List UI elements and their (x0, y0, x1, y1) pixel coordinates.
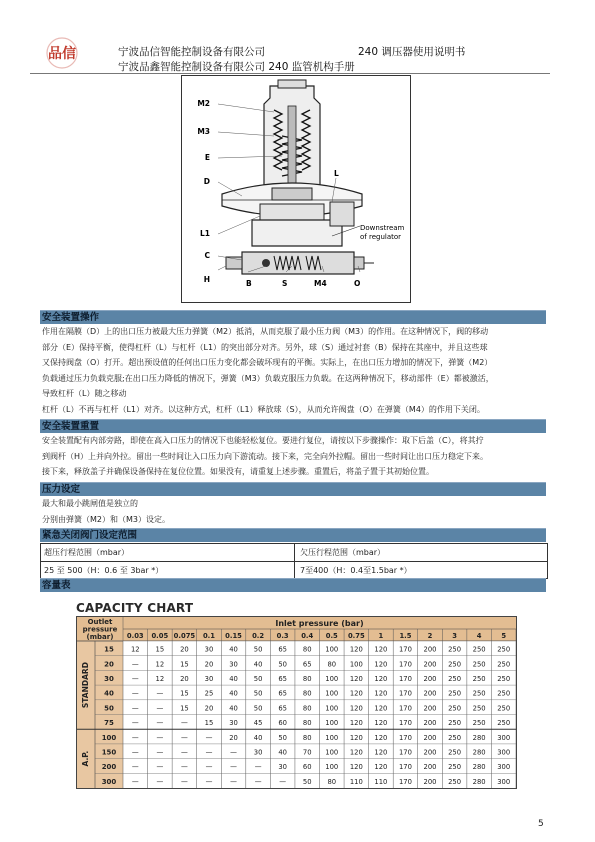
capacity-cell: 120 (349, 733, 363, 742)
capacity-cell: 250 (448, 763, 462, 772)
capacity-cell: 120 (374, 689, 388, 698)
capacity-cell: 170 (398, 645, 412, 654)
regulator-diagram (181, 75, 411, 303)
capacity-cell: 12 (155, 660, 165, 669)
capacity-cell: 40 (229, 689, 238, 698)
label-h: H (203, 275, 210, 284)
outlet-pressure-value: 200 (101, 763, 117, 772)
capacity-cell: 40 (278, 748, 287, 757)
inlet-column-header: 2 (427, 632, 433, 640)
section-bar-safety-reset (40, 419, 546, 433)
capacity-cell: 250 (448, 704, 462, 713)
capacity-cell: 120 (374, 748, 388, 757)
outlet-pressure-value: 20 (104, 660, 114, 669)
capacity-cell: 200 (423, 777, 437, 786)
capacity-table (76, 616, 517, 789)
corner-header-line: (mbar) (86, 633, 114, 641)
capacity-cell: 30 (229, 660, 238, 669)
capacity-cell: — (131, 704, 139, 713)
label-c: C (204, 251, 210, 260)
capacity-cell: 250 (448, 674, 462, 683)
capacity-cell: 110 (349, 777, 363, 786)
outlet-pressure-value: 50 (104, 704, 114, 713)
capacity-cell: — (230, 748, 237, 757)
inlet-column-header: 0.075 (173, 632, 196, 640)
capacity-cell: 120 (374, 763, 388, 772)
capacity-cell: — (254, 777, 262, 786)
page-number: 5 (538, 819, 544, 829)
capacity-cell: 250 (448, 748, 462, 757)
capacity-cell: 250 (497, 645, 511, 654)
capacity-cell: 250 (497, 674, 511, 683)
capacity-cell: 200 (423, 763, 437, 772)
capacity-cell: 280 (472, 748, 486, 757)
inlet-column-header: 1.5 (399, 632, 412, 640)
inlet-column-header: 4 (476, 632, 482, 640)
capacity-cell: 50 (278, 660, 287, 669)
capacity-cell: 30 (204, 674, 214, 683)
group-label: A.P. (81, 750, 90, 767)
capacity-cell: — (156, 704, 164, 713)
paragraph-line: 导致杠杆（L）随之移动 (42, 389, 127, 398)
section-bar-capacity (40, 578, 546, 592)
capacity-cell: 100 (325, 763, 339, 772)
capacity-cell: — (279, 777, 287, 786)
capacity-cell: 100 (325, 704, 339, 713)
capacity-cell: 200 (423, 704, 437, 713)
capacity-cell: — (131, 719, 139, 728)
capacity-cell: 40 (253, 733, 263, 742)
paragraph-line: 负载通过压力负载克服;在出口压力降低的情况下，弹簧（M3）负载克服压力负载。在这两种情况下，移动部件（E）都被激活， (42, 373, 494, 383)
capacity-cell: 12 (155, 674, 165, 683)
overpressure-value: 25 至 500（H：0.6 至 3bar *） (44, 566, 164, 575)
capacity-cell: 80 (302, 689, 312, 698)
capacity-cell: 40 (229, 645, 238, 654)
paragraph-safety-reset (42, 433, 546, 480)
capacity-cell: 120 (349, 674, 363, 683)
shutoff-range-table (40, 543, 548, 579)
paragraph-line: 安全装置配有内部旁路，即使在高入口压力的情况下也能轻松复位。要进行复位，请按以下步骤操作：取下后盖（C），将其拧 (42, 436, 484, 445)
capacity-cell: 250 (448, 689, 462, 698)
capacity-cell: 80 (327, 777, 337, 786)
capacity-cell: 200 (423, 748, 437, 757)
capacity-cell: 280 (472, 763, 486, 772)
capacity-cell: 20 (204, 704, 214, 713)
capacity-cell: — (254, 763, 262, 772)
capacity-cell: 120 (349, 748, 363, 757)
capacity-cell: — (156, 733, 164, 742)
capacity-cell: 110 (374, 777, 388, 786)
capacity-cell: 100 (325, 719, 339, 728)
capacity-cell: — (131, 748, 139, 757)
capacity-cell: 100 (349, 660, 363, 669)
label-s: S (282, 279, 288, 288)
corner-header-line: Outlet (87, 618, 113, 626)
inlet-column-header: 0.3 (276, 632, 289, 640)
capacity-cell: 170 (398, 777, 412, 786)
label-b: B (246, 279, 252, 288)
capacity-cell: 40 (229, 704, 238, 713)
capacity-cell: 15 (180, 660, 189, 669)
inlet-column-header: 0.15 (225, 632, 242, 640)
capacity-cell: — (156, 763, 164, 772)
section-bar-pressure-setting (40, 482, 546, 496)
outlet-pressure-value: 40 (104, 689, 114, 698)
header-divider (30, 73, 550, 74)
capacity-cell: 25 (204, 689, 214, 698)
capacity-cell: 300 (497, 763, 511, 772)
capacity-cell: 250 (497, 719, 511, 728)
capacity-cell: 80 (302, 733, 312, 742)
label-l: L (334, 169, 339, 178)
label-o: O (354, 279, 361, 288)
inlet-column-header: 0.1 (202, 632, 215, 640)
capacity-cell: 250 (497, 689, 511, 698)
inlet-column-header: 0.75 (347, 632, 365, 640)
capacity-cell: 20 (229, 733, 238, 742)
capacity-cell: 250 (472, 689, 486, 698)
capacity-cell: 170 (398, 733, 412, 742)
capacity-cell: 100 (325, 733, 339, 742)
inlet-column-header: 0.5 (325, 632, 338, 640)
capacity-cell: 20 (180, 674, 189, 683)
capacity-cell: — (181, 748, 188, 757)
capacity-cell: 200 (423, 645, 437, 654)
capacity-cell: 120 (349, 719, 363, 728)
capacity-cell: 80 (302, 719, 312, 728)
capacity-cell: 250 (472, 660, 486, 669)
capacity-cell: — (181, 777, 188, 786)
capacity-cell: — (131, 660, 139, 669)
paragraph-line: 接下来，释放盖子并确保设备保持在复位位置。如果没有，请重复上述步骤。重置后，将盖子置于其初始位置。 (42, 467, 434, 476)
capacity-cell: 80 (302, 704, 312, 713)
outlet-pressure-value: 30 (104, 674, 114, 683)
capacity-cell: 250 (472, 674, 486, 683)
capacity-cell: 280 (472, 777, 486, 786)
capacity-chart-title: CAPACITY CHART (76, 601, 194, 615)
capacity-cell: 250 (448, 719, 462, 728)
capacity-cell: 200 (423, 719, 437, 728)
paragraph-line: 到阀杆（H）上并向外拉。留出一些时间让入口压力向下游流动。接下来，完全向外拉帽。留出一些时间让出口压力稳定下来。 (42, 451, 489, 461)
paragraph-line: 部分（E）保持平衡，使得杠杆（L）与杠杆（L1）的突出部分对齐。另外，球（S）通过衬套（B）保持在其座中，并且这些球 (42, 342, 488, 352)
capacity-cell: 120 (374, 660, 388, 669)
company-logo (42, 36, 82, 70)
capacity-cell: 20 (204, 660, 214, 669)
label-m3: M3 (197, 127, 210, 136)
capacity-cell: 120 (374, 704, 388, 713)
inlet-column-header: 0.03 (126, 632, 144, 640)
capacity-cell: — (205, 733, 213, 742)
document-title: 240 调压器使用说明书 (358, 46, 466, 58)
outlet-pressure-value: 15 (104, 645, 114, 654)
section-bar-shutoff-setting (40, 528, 546, 542)
capacity-cell: — (131, 674, 139, 683)
capacity-cell: 80 (327, 660, 337, 669)
capacity-cell: 170 (398, 660, 412, 669)
capacity-cell: 50 (253, 645, 263, 654)
capacity-cell: 170 (398, 674, 412, 683)
capacity-cell: 20 (180, 645, 189, 654)
capacity-cell: 65 (278, 689, 287, 698)
capacity-cell: 15 (155, 645, 165, 654)
company-name-2: 宁波品鑫智能控制设备有限公司 240 监管机构手册 (118, 61, 355, 73)
capacity-cell: 65 (302, 660, 312, 669)
capacity-cell: 250 (472, 704, 486, 713)
capacity-cell: — (230, 777, 237, 786)
capacity-cell: 170 (398, 719, 412, 728)
paragraph-line: 又保持阀盘（O）打开。超出预设值的任何出口压力变化都会破坏现有的平衡。实际上，在出口压力增加的情况下，弹簧（M2） (42, 358, 493, 367)
paragraph-line: 分别由弹簧（M2）和（M3）设定。 (42, 514, 170, 524)
capacity-cell: 170 (398, 748, 412, 757)
inlet-pressure-header: Inlet pressure (bar) (275, 619, 364, 628)
capacity-cell: 80 (302, 645, 312, 654)
capacity-cell: — (131, 763, 139, 772)
capacity-cell: — (156, 719, 164, 728)
inlet-column-header: 0.4 (301, 632, 314, 640)
capacity-cell: 65 (278, 645, 287, 654)
paragraph-pressure-setting (42, 496, 546, 527)
capacity-cell: 200 (423, 674, 437, 683)
section-title-safety-reset: 安全装置重置 (42, 421, 100, 432)
capacity-cell: — (205, 763, 213, 772)
capacity-cell: 100 (325, 645, 339, 654)
label-m4: M4 (314, 279, 327, 288)
capacity-cell: 250 (448, 733, 462, 742)
label-d: D (203, 177, 210, 186)
capacity-cell: — (156, 689, 164, 698)
capacity-cell: — (131, 689, 139, 698)
capacity-cell: 280 (472, 733, 486, 742)
capacity-cell: 170 (398, 763, 412, 772)
capacity-cell: 70 (302, 748, 312, 757)
capacity-cell: — (230, 763, 237, 772)
downstream-label-1: Downstream (360, 224, 405, 232)
section-title-shutoff-setting: 紧急关闭阀门设定范围 (42, 530, 138, 541)
capacity-cell: 170 (398, 704, 412, 713)
inlet-column-header: 0.2 (252, 632, 265, 640)
capacity-cell: 120 (374, 674, 388, 683)
capacity-cell: — (156, 777, 164, 786)
capacity-cell: 120 (374, 645, 388, 654)
capacity-cell: — (181, 733, 188, 742)
capacity-cell: 100 (325, 748, 339, 757)
capacity-cell: 250 (448, 777, 462, 786)
capacity-cell: 120 (349, 645, 363, 654)
capacity-cell: 120 (349, 689, 363, 698)
capacity-cell: — (156, 748, 164, 757)
capacity-cell: 12 (130, 645, 140, 654)
capacity-cell: 250 (448, 645, 462, 654)
table-divider (41, 561, 547, 562)
label-e: E (204, 153, 210, 162)
paragraph-line: 作用在隔膜（D）上的出口压力被最大压力弹簧（M2）抵消，从而克服了最小压力阀（M3）的作用。在这种情况下，阀的移动 (42, 327, 489, 336)
capacity-cell: 250 (497, 660, 511, 669)
capacity-cell: — (205, 777, 213, 786)
paragraph-line: 杠杆（L）不再与杠杆（L1）对齐。以这种方式，杠杆（L1）释放球（S），从而允许阀盘（O）在弹簧（M4）的作用下关闭。 (42, 404, 485, 414)
section-title-pressure-setting: 压力设定 (42, 484, 81, 495)
capacity-cell: 65 (278, 704, 287, 713)
capacity-cell: 45 (253, 719, 263, 728)
capacity-cell: 40 (229, 674, 238, 683)
outlet-pressure-value: 150 (101, 748, 117, 757)
capacity-cell: 120 (374, 719, 388, 728)
capacity-cell: 100 (325, 689, 339, 698)
section-title-safety-operation: 安全装置操作 (42, 312, 100, 323)
inlet-column-header: 3 (452, 632, 457, 640)
section-bar-safety-operation (40, 310, 546, 324)
outlet-pressure-value: 100 (101, 733, 117, 742)
label-m2: M2 (197, 99, 210, 108)
underpressure-label: 欠压行程范围（mbar） (300, 548, 386, 557)
capacity-cell: 60 (278, 719, 287, 728)
company-name-1: 宁波品信智能控制设备有限公司 (118, 46, 265, 58)
downstream-label-2: of regulator (360, 233, 402, 241)
capacity-cell: 300 (497, 748, 511, 757)
capacity-cell: 120 (374, 733, 388, 742)
capacity-cell: 30 (253, 748, 263, 757)
capacity-cell: — (205, 748, 213, 757)
capacity-cell: 100 (325, 674, 339, 683)
capacity-cell: 60 (302, 763, 312, 772)
capacity-cell: 50 (278, 733, 287, 742)
paragraph-line: 最大和最小跳闸值是独立的 (42, 499, 138, 508)
capacity-cell: 15 (180, 689, 189, 698)
capacity-cell: 170 (398, 689, 412, 698)
capacity-cell: 50 (253, 689, 263, 698)
underpressure-value: 7至400（H：0.4至1.5bar *） (300, 566, 412, 575)
outlet-pressure-value: 300 (101, 777, 117, 786)
capacity-cell: 15 (204, 719, 214, 728)
capacity-cell: — (181, 719, 188, 728)
capacity-cell: 250 (448, 660, 462, 669)
capacity-cell: 300 (497, 733, 511, 742)
inlet-column-header: 0.05 (151, 632, 169, 640)
capacity-cell: 50 (253, 704, 263, 713)
capacity-cell: 80 (302, 674, 312, 683)
capacity-cell: 15 (180, 704, 189, 713)
capacity-cell: 30 (204, 645, 214, 654)
capacity-cell: 120 (349, 704, 363, 713)
capacity-cell: 30 (229, 719, 238, 728)
group-label: STANDARD (81, 662, 90, 709)
inlet-column-header: 1 (378, 632, 384, 640)
capacity-cell: 200 (423, 733, 437, 742)
label-l1: L1 (200, 229, 210, 238)
capacity-cell: 200 (423, 689, 437, 698)
capacity-cell: 40 (253, 660, 263, 669)
inlet-column-header: 5 (501, 632, 507, 640)
capacity-cell: — (131, 733, 139, 742)
capacity-cell: 50 (302, 777, 312, 786)
svg-text:品信: 品信 (48, 46, 76, 62)
capacity-cell: 300 (497, 777, 511, 786)
capacity-cell: 30 (278, 763, 287, 772)
capacity-cell: 200 (423, 660, 437, 669)
overpressure-label: 超压行程范围（mbar） (44, 548, 130, 557)
capacity-cell: 65 (278, 674, 287, 683)
capacity-cell: 250 (472, 719, 486, 728)
capacity-cell: — (131, 777, 139, 786)
outlet-pressure-value: 75 (104, 719, 114, 728)
section-title-capacity: 容量表 (42, 580, 71, 591)
capacity-cell: — (181, 763, 188, 772)
capacity-cell: 250 (472, 645, 486, 654)
corner-header-line: pressure (82, 625, 118, 634)
paragraph-safety-operation (42, 324, 546, 417)
capacity-cell: 250 (497, 704, 511, 713)
capacity-cell: 120 (349, 763, 363, 772)
capacity-cell: 50 (253, 674, 263, 683)
